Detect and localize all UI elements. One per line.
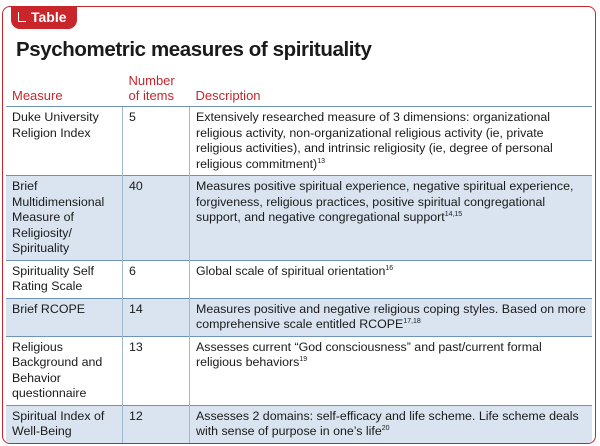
cell-description: [190, 107, 593, 176]
cell-description: [190, 405, 593, 443]
cell-measure: Brief RCOPE: [6, 298, 123, 336]
table-row: [6, 336, 592, 405]
reference-number: 14,15: [444, 211, 463, 218]
cell-description: [190, 260, 593, 298]
cell-measure: Duke University Religion Index: [6, 107, 123, 176]
reference-number: 16: [385, 264, 394, 272]
table-row: [6, 298, 592, 336]
table-row: [6, 260, 592, 298]
cell-items: 5: [123, 107, 190, 176]
table-header-row: [6, 73, 592, 107]
bracket-icon: [18, 12, 26, 22]
cell-items: 12: [123, 405, 190, 443]
header-number-line1: Number: [128, 73, 175, 88]
table-frame: [2, 6, 596, 444]
header-measure: Measure: [12, 88, 63, 103]
measures-table: [6, 73, 592, 444]
cell-items: 13: [123, 336, 190, 405]
cell-measure: Spirituality Self Rating Scale: [6, 260, 123, 298]
description-text: Extensively researched measure of 3 dimensions: organizational religious activity, non-organizational religious activity (ie, private religious activities), and intrinsic religiosity (ie, degree of personal religious commitment): [196, 110, 553, 171]
cell-items: 40: [123, 176, 190, 261]
table-tag-label: Table: [31, 9, 67, 25]
reference-number: 13: [317, 157, 325, 165]
cell-description: [190, 176, 593, 261]
page-title: Psychometric measures of spirituality: [16, 38, 372, 61]
cell-description: [190, 298, 593, 336]
description-text: Measures positive and negative religious coping styles. Based on more comprehensive scale entitled RCOPE: [196, 301, 586, 331]
reference-number: 17,18: [403, 318, 421, 325]
description-text: Assesses 2 domains: self-efficacy and life scheme. Life scheme deals with sense of purpose in one’s life: [196, 408, 579, 438]
cell-measure: Brief Multidimensional Measure of Religiosity/ Spirituality: [6, 176, 123, 261]
cell-items: 6: [123, 260, 190, 298]
cell-description: [190, 336, 593, 405]
cell-items: 14: [123, 298, 190, 336]
reference-number: 20: [381, 425, 390, 432]
table-tag: [11, 7, 77, 29]
header-number-line2: of items: [128, 88, 175, 103]
table-row: [6, 107, 592, 176]
cell-measure: Spiritual Index of Well-Being: [6, 405, 123, 443]
cell-measure: Religious Background and Behavior questionnaire: [6, 336, 123, 405]
table-row: [6, 176, 592, 261]
description-text: Measures positive spiritual experience, negative spiritual experience, forgiveness, religious practices, positive spiritual congregational support, and negative congregational support: [196, 179, 574, 224]
description-text: Assesses current “God consciousness” and past/current formal religious behaviors: [196, 339, 542, 369]
header-number-of-items: [123, 73, 190, 107]
description-text: Global scale of spiritual orientation: [196, 263, 386, 278]
table-row: [6, 405, 592, 443]
header-description: Description: [195, 88, 261, 103]
reference-number: 19: [299, 356, 308, 363]
